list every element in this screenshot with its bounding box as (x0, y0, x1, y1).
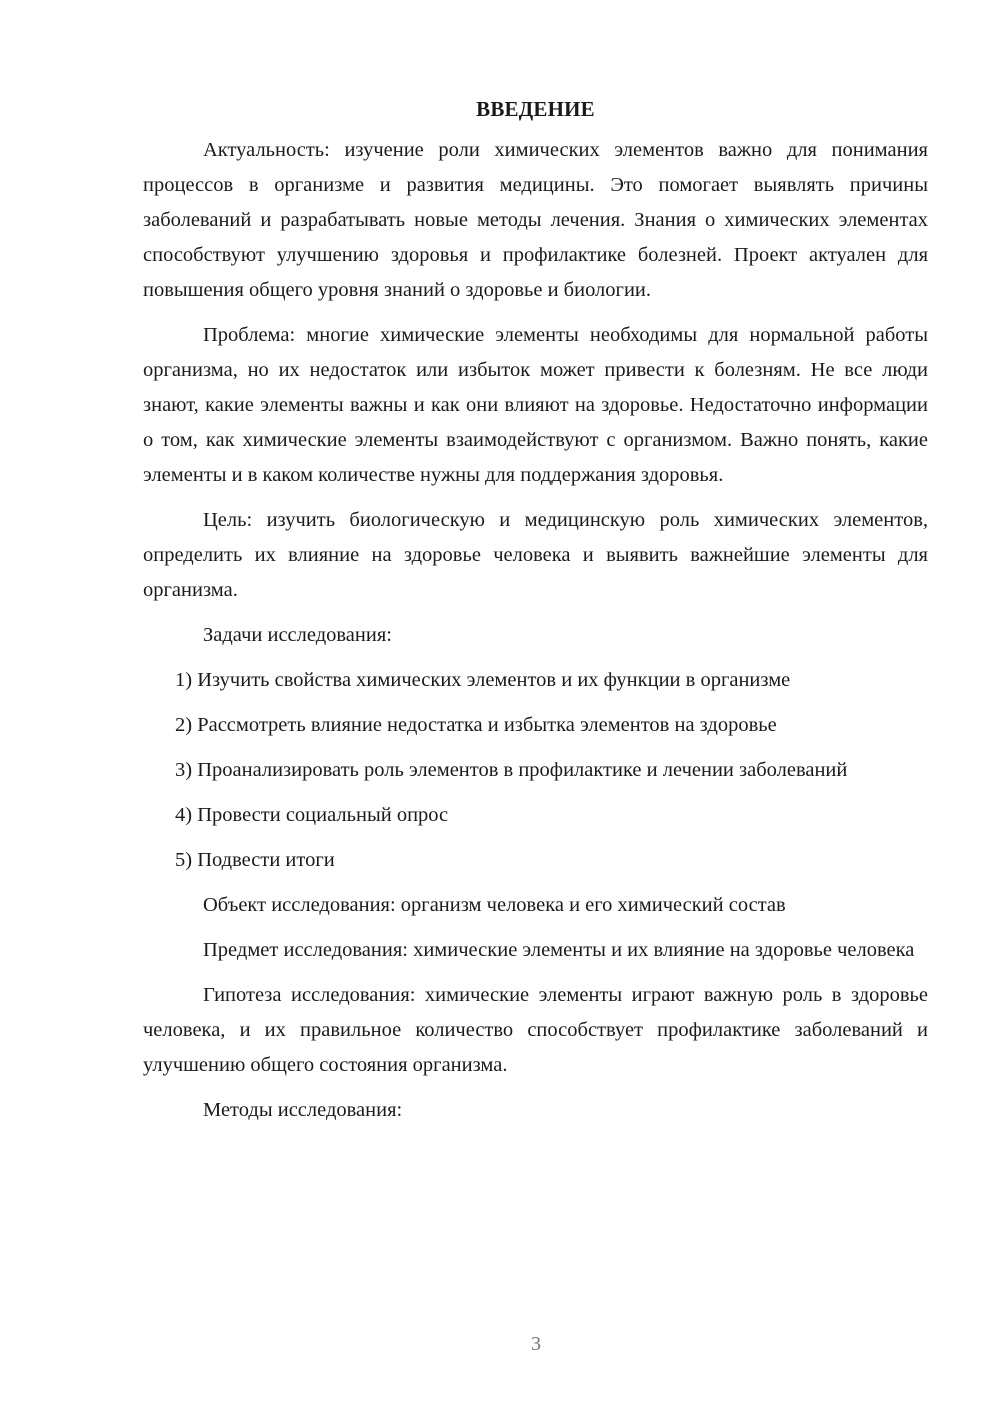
paragraph-object: Объект исследования: организм человека и его химический состав (203, 894, 786, 916)
paragraph-subject: Предмет исследования: химические элементы и их влияние на здоровье человека (203, 939, 915, 961)
paragraph-tasks-heading: Задачи исследования: (203, 624, 392, 646)
paragraph-problem: Проблема: многие химические элементы необходимы для нормальной работы организма, но их недостаток или избыток может привести к болезням. Не все люди знают, какие элементы важны и как они влияют на здоровье. Недостаточно информации о том, как химические элементы взаимодействуют с организмом. Важно понять, какие элементы и в каком количестве нужны для поддержания здоровья. (143, 324, 928, 486)
document-page (143, 92, 928, 1138)
page-number: 3 (531, 1333, 541, 1355)
task-item-2: 2) Рассмотреть влияние недостатка и избытка элементов на здоровье (175, 714, 777, 736)
task-item-4: 4) Провести социальный опрос (175, 804, 449, 826)
paragraph-relevance: Актуальность: изучение роли химических элементов важно для понимания процессов в организме и развития медицины. Это помогает выявлять причины заболеваний и разрабатывать новые методы лечения. Знания о химических элементах способствуют улучшению здоровья и профилактике болезней. Проект актуален для повышения общего уровня знаний о здоровье и биологии. (143, 139, 928, 301)
section-title: ВВЕДЕНИЕ (476, 97, 595, 121)
paragraph-goal: Цель: изучить биологическую и медицинскую роль химических элементов, определить их влияние на здоровье человека и выявить важнейшие элементы для организма. (143, 509, 928, 601)
task-item-5: 5) Подвести итоги (175, 849, 335, 871)
task-item-3: 3) Проанализировать роль элементов в профилактике и лечении заболеваний (175, 759, 848, 781)
paragraph-hypothesis: Гипотеза исследования: химические элементы играют важную роль в здоровье человека, и их правильное количество способствует профилактике заболеваний и улучшению общего состояния организма. (143, 984, 928, 1076)
paragraph-methods: Методы исследования: (203, 1099, 403, 1121)
task-item-1: 1) Изучить свойства химических элементов и их функции в организме (175, 669, 791, 691)
